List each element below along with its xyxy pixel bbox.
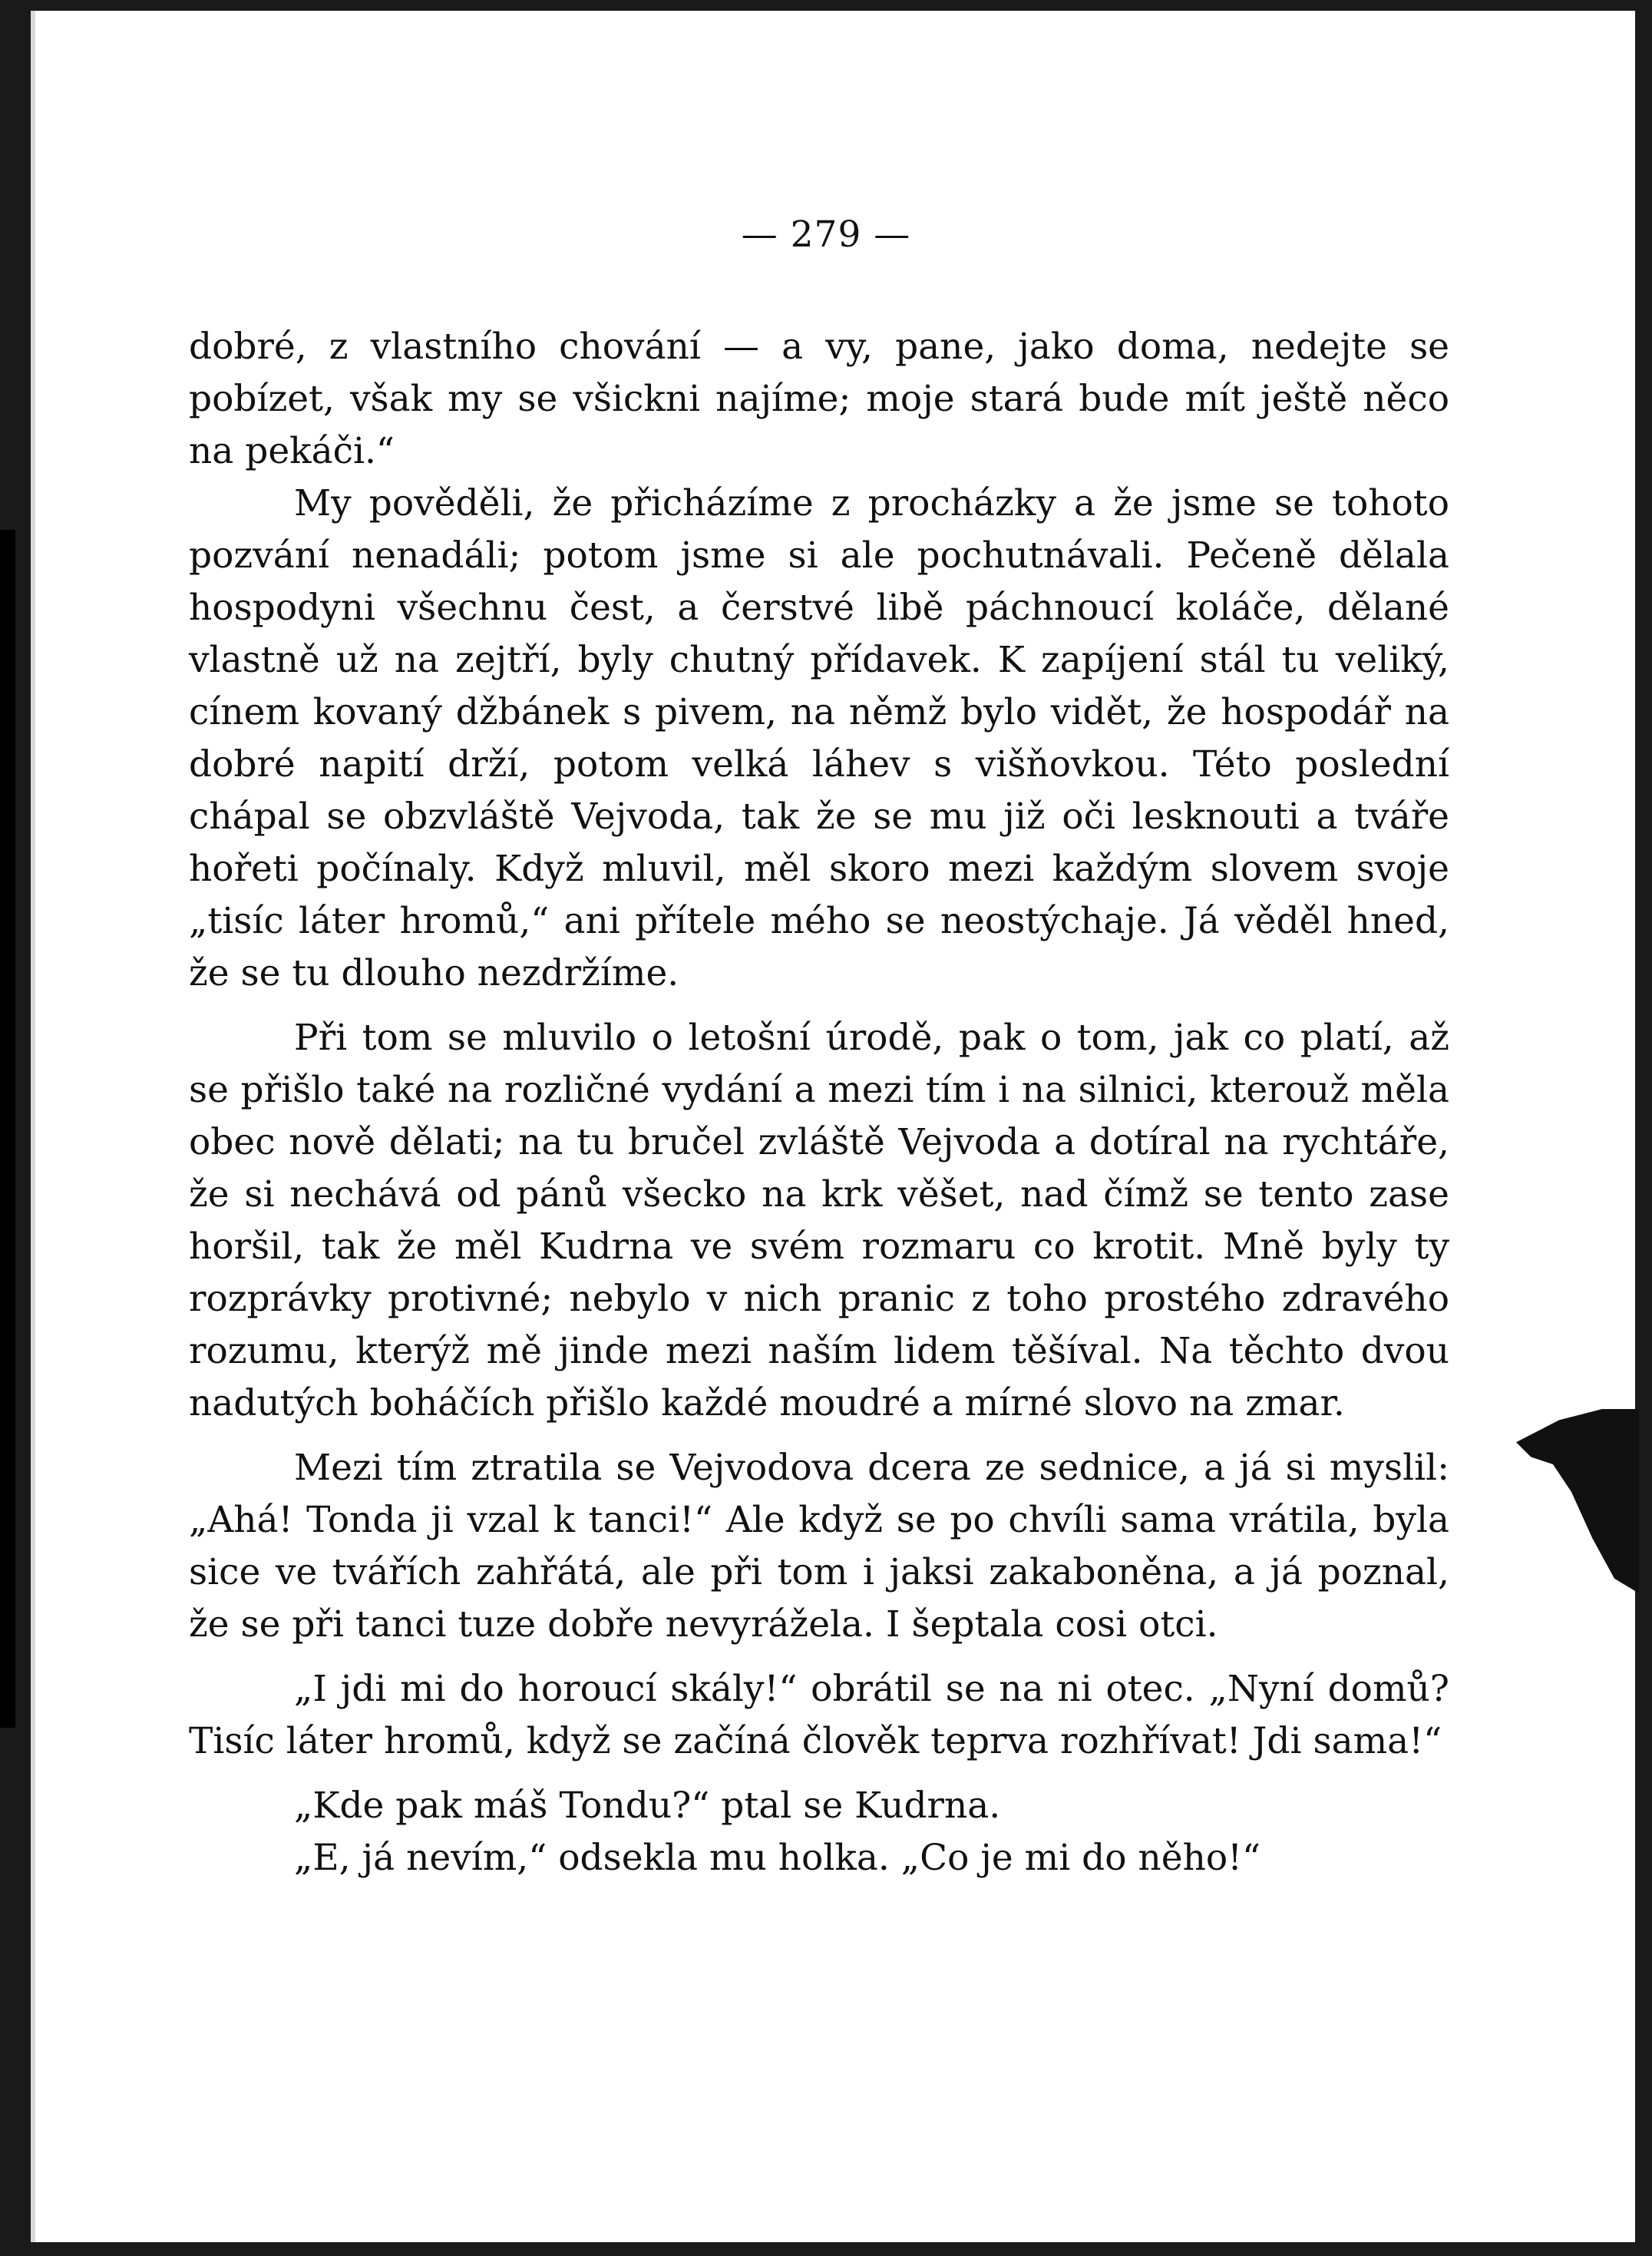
paragraph: „I jdi mi do horoucí skály!“ obrátil se na ni otec. „Nyní domů? Tisíc láter hromů, když se začíná člověk teprva rozhřívat! Jdi sama!“ xyxy=(189,1668,1449,1762)
page-edge xyxy=(31,11,35,2242)
paragraph: Při tom se mluvilo o letošní úrodě, pak o tom, jak co platí, až se přišlo také na rozličné vydání a mezi tím i na silnici, kterouž měla obec nově dělati; na tu bručel zvláště Vejvoda a dotíral na rychtáře, že si nechává od pánů všecko na krk věšet, nad čímž se tento zase horšil, tak že měl Kudrna ve svém rozmaru co krotit. Mně byly ty rozprávky protivné; nebylo v nich pranic z toho prostého zdravého rozumu, kterýž mě jinde mezi naším lidem těšíval. Na těchto dvou nadutých boháčích přišlo každé moudré a mírné slovo na zmar. xyxy=(189,1017,1449,1424)
paragraph: dobré, z vlastního chování — a vy, pane, jako doma, nedejte se pobízet, však my se všickni najíme; moje stará bude mít ještě něco na pekáči.“ xyxy=(189,326,1449,472)
paragraph: My pověděli, že přicházíme z procházky a že jsme se tohoto pozvání nenadáli; potom jsme si ale pochutnávali. Pečeně dělala hospodyni všechnu čest, a čerstvé libě páchnoucí koláče, dělané vlastně už na zejtří, byly chutný přídavek. K zapíjení stál tu veliký, cínem kovaný džbánek s pivem, na němž bylo vidět, že hospodář na dobré napití drží, potom velká láhev s višňovkou. Této poslední chápal se obzvláště Vejvoda, tak že se mu již oči lesknouti a tváře hořeti počínaly. Když mluvil, měl skoro mezi každým slovem svoje „tisíc láter hromů,“ ani přítele mého se neostýchaje. Já věděl hned, že se tu dlouho nezdržíme. xyxy=(189,482,1449,994)
page-number: — 279 — xyxy=(741,213,911,256)
paragraph: „Kde pak máš Tondu?“ ptal se Kudrna. xyxy=(294,1785,1001,1827)
paragraph: „E, já nevím,“ odsekla mu holka. „Co je mi do něho!“ xyxy=(294,1837,1261,1879)
body-text xyxy=(189,321,1449,1884)
binding-shadow xyxy=(0,530,15,1728)
paragraph: Mezi tím ztratila se Vejvodova dcera ze sednice, a já si myslil: „Ahá! Tonda ji vzal k tanci!“ Ale když se po chvíli sama vrátila, byla sice ve tvářích zahřátá, ale při tom i jaksi zakaboněna, a já poznal, že se při tanci tuze dobře nevyrážela. I šeptala cosi otci. xyxy=(189,1447,1449,1646)
